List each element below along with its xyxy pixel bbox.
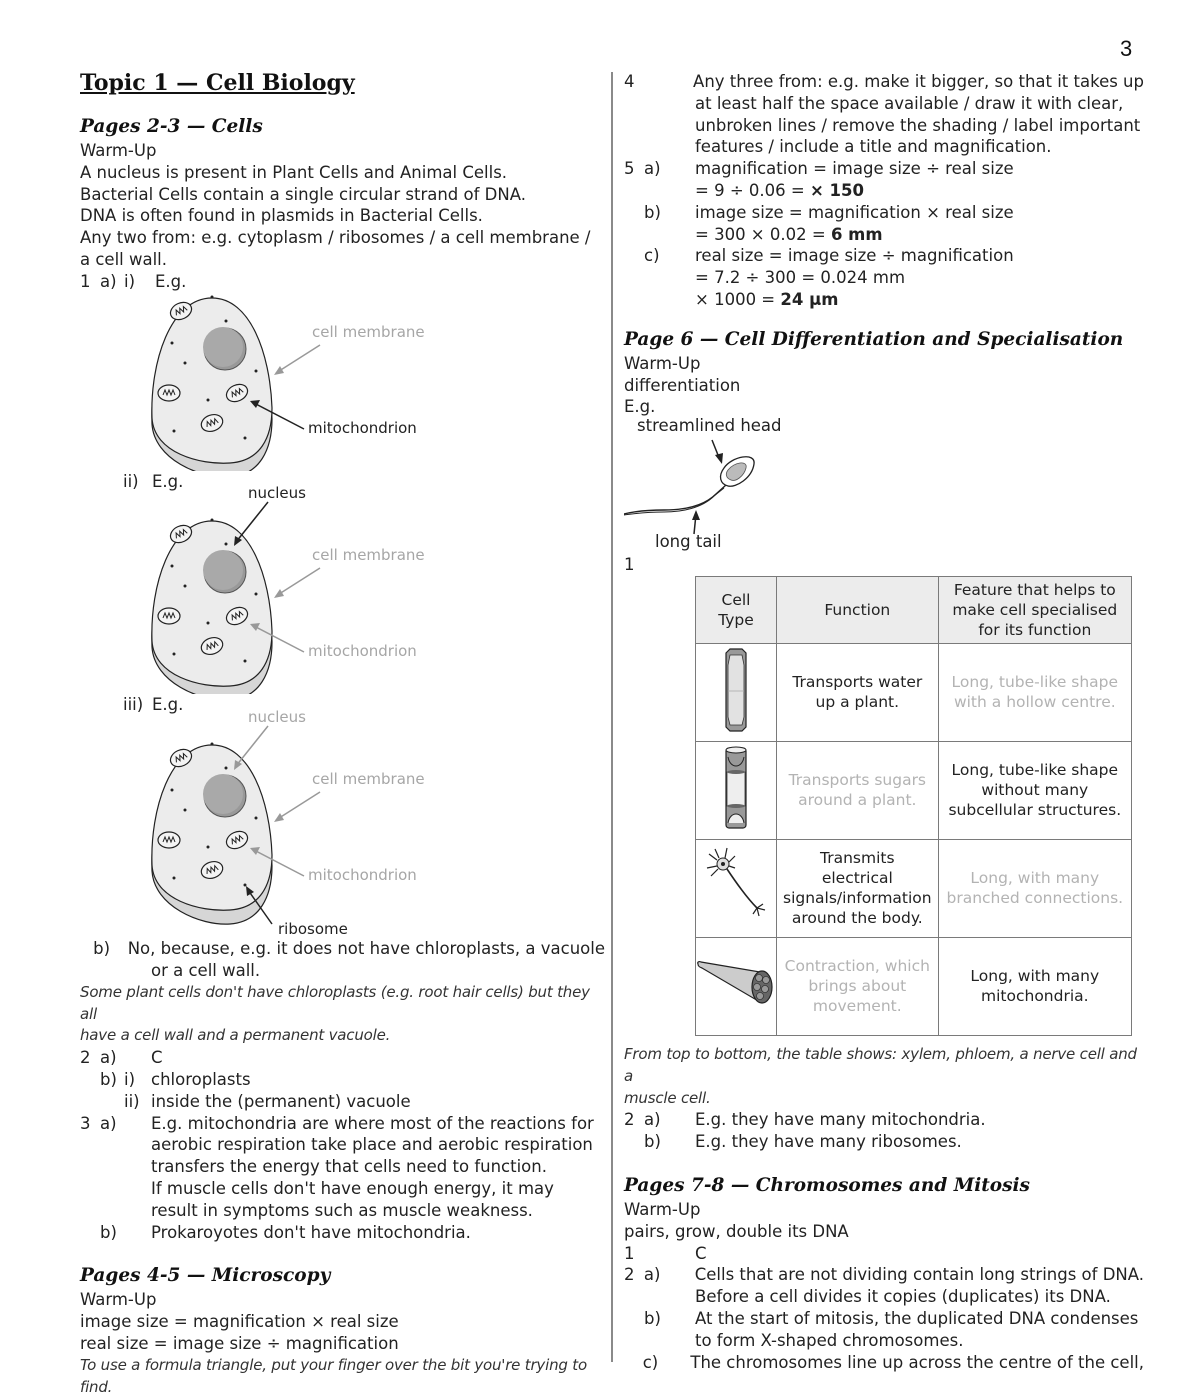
question-1a-iii: iii) E.g. (123, 695, 184, 715)
column-divider (611, 72, 613, 1362)
note: Some plant cells don't have chloroplasts (e.g. root hair cells) but they all (80, 982, 590, 1023)
warmup-answer: differentiation (624, 375, 741, 395)
question-2b: b) E.g. they have many ribosomes. (644, 1132, 962, 1152)
warmup-line: DNA is often found in plasmids in Bacterial Cells. (80, 206, 483, 226)
section-title-cells: Pages 2-3 — Cells (80, 116, 263, 137)
answer-line: Before a cell divides it copies (duplicates) its DNA. (695, 1287, 1111, 1307)
warmup-label: Warm-Up (80, 1290, 157, 1310)
table-header-row (696, 576, 1132, 643)
feature-cell: Long, tube-like shape with a hollow centre. (938, 643, 1131, 741)
question-5b: b) image size = magnification × real size (644, 202, 1014, 222)
animal-cell-icon (140, 293, 440, 471)
label-ribosome: ribosome (278, 920, 348, 939)
question-2c: c) The chromosomes line up across the centre of the cell, (642, 1352, 1144, 1372)
formula-line: image size = magnification × real size (80, 1312, 399, 1332)
header-cell-type: Cell Type (696, 576, 777, 643)
right-column (624, 71, 1144, 1373)
xylem-cell (696, 643, 777, 741)
answer-line: unbroken lines / remove the shading / label important (695, 115, 1141, 135)
warmup-line: A nucleus is present in Plant Cells and Animal Cells. (80, 162, 508, 182)
warmup-label: Warm-Up (624, 353, 701, 373)
answer-line: aerobic respiration take place and aerobic respiration (151, 1135, 593, 1155)
animal-cell-icon (140, 716, 440, 938)
sperm-cell-diagram (624, 418, 1144, 554)
question-2b: b) At the start of mitosis, the duplicated DNA condenses (644, 1308, 1139, 1328)
label-cell-membrane: cell membrane (312, 322, 425, 341)
eg-label: E.g. (624, 397, 656, 417)
page-number: 3 (1120, 36, 1133, 61)
answer-line: transfers the energy that cells need to function. (151, 1157, 547, 1177)
topic-title: Topic 1 — Cell Biology (80, 70, 355, 96)
warmup-label: Warm-Up (624, 1199, 701, 1219)
answer-line: × 1000 = 24 µm (695, 289, 839, 309)
xylem-icon (716, 647, 756, 733)
header-feature: Feature that helps to make cell specialised for its function (938, 576, 1131, 643)
muscle-cell (696, 937, 777, 1035)
phloem-icon (716, 745, 756, 831)
answer-line: If muscle cells don't have enough energy, it may (151, 1178, 554, 1198)
answer-line: result in symptoms such as muscle weakness. (151, 1200, 533, 1220)
answer-line: = 7.2 ÷ 300 = 0.024 mm (695, 268, 906, 288)
question-1a-ii: ii) E.g. (123, 471, 184, 491)
question-2a: 2 a) C (80, 1048, 163, 1068)
function-cell: Contraction, which brings about movement. (777, 937, 939, 1035)
question-5c: c) real size = image size ÷ magnification (644, 246, 1014, 266)
label-cell-membrane: cell membrane (312, 546, 425, 565)
question-2b-ii: ii) inside the (permanent) vacuole (124, 1091, 411, 1111)
note: have a cell wall and a permanent vacuole. (80, 1026, 391, 1045)
animal-cell-icon (140, 492, 440, 694)
question-5a: 5 a) magnification = image size ÷ real size (624, 159, 1014, 179)
warmup-line: Any two from: e.g. cytoplasm / ribosomes / a cell membrane / (80, 228, 591, 248)
question-1a-i: 1 a) i) E.g. (80, 271, 187, 291)
label-mitochondrion: mitochondrion (308, 418, 417, 437)
warmup-line: Bacterial Cells contain a single circular strand of DNA. (80, 184, 526, 204)
table-row (696, 643, 1132, 741)
note: To use a formula triangle, put your finger over the bit you're trying to find. (80, 1355, 587, 1396)
label-mitochondrion: mitochondrion (308, 642, 417, 661)
label-nucleus: nucleus (248, 708, 306, 727)
label-cell-membrane: cell membrane (312, 770, 425, 789)
feature-cell: Long, with many mitochondria. (938, 937, 1131, 1035)
answer-line: features / include a title and magnification. (695, 137, 1052, 157)
nerve-cell-icon (701, 846, 771, 926)
function-cell: Transmits electrical signals/information around the body. (777, 839, 939, 937)
answer-line: at least half the space available / draw it with clear, (695, 93, 1124, 113)
warmup-line: a cell wall. (80, 249, 168, 269)
cell-specialisation-table (695, 576, 1132, 1036)
feature-cell: Long, with many branched connections. (938, 839, 1131, 937)
question-4: 4 Any three from: e.g. make it bigger, so that it takes up (624, 72, 1144, 91)
header-function: Function (777, 576, 939, 643)
question-1b: b) No, because, e.g. it does not have chloroplasts, a vacuole (93, 939, 605, 959)
left-column (80, 66, 605, 1398)
nerve-cell (696, 839, 777, 937)
label-nucleus: nucleus (248, 484, 306, 503)
answer-line: = 9 ÷ 0.06 = × 150 (695, 180, 864, 200)
question-2b-i: b) i) chloroplasts (100, 1069, 251, 1089)
table-row (696, 937, 1132, 1035)
question-1: 1 C (624, 1243, 707, 1263)
answer-line: to form X-shaped chromosomes. (695, 1330, 964, 1350)
formula-line: real size = image size ÷ magnification (80, 1333, 399, 1353)
warmup-answer: pairs, grow, double its DNA (624, 1221, 849, 1241)
label-streamlined-head: streamlined head (637, 416, 782, 436)
animal-cell-diagram-3 (80, 708, 605, 939)
question-1-number: 1 (624, 555, 635, 575)
section-title-differentiation: Page 6 — Cell Differentiation and Specialisation (624, 328, 1124, 350)
question-2a: 2 a) E.g. they have many mitochondria. (624, 1110, 986, 1130)
question-3a: 3 a) E.g. mitochondria are where most of the reactions for (80, 1113, 594, 1133)
table-row (696, 741, 1132, 839)
label-mitochondrion: mitochondrion (308, 866, 417, 885)
question-3b: b) Prokaroyotes don't have mitochondria. (100, 1222, 471, 1242)
section-title-mitosis: Pages 7-8 — Chromosomes and Mitosis (624, 1174, 1030, 1196)
answer-line: = 300 × 0.02 = 6 mm (695, 224, 883, 244)
phloem-cell (696, 741, 777, 839)
question-2a: 2 a) Cells that are not dividing contain long strings of DNA. (624, 1265, 1144, 1285)
answer-line: or a cell wall. (151, 960, 261, 980)
note: muscle cell. (624, 1088, 711, 1107)
animal-cell-diagram-1 (80, 293, 605, 471)
label-long-tail: long tail (655, 532, 722, 552)
note: From top to bottom, the table shows: xylem, phloem, a nerve cell and a (624, 1044, 1137, 1085)
function-cell: Transports water up a plant. (777, 643, 939, 741)
muscle-cell-icon (696, 954, 776, 1014)
animal-cell-diagram-2 (80, 484, 605, 694)
feature-cell: Long, tube-like shape without many subcellular structures. (938, 741, 1131, 839)
section-title-microscopy: Pages 4-5 — Microscopy (80, 1265, 331, 1287)
function-cell: Transports sugars around a plant. (777, 741, 939, 839)
warmup-label: Warm-Up (80, 141, 157, 160)
table-row (696, 839, 1132, 937)
